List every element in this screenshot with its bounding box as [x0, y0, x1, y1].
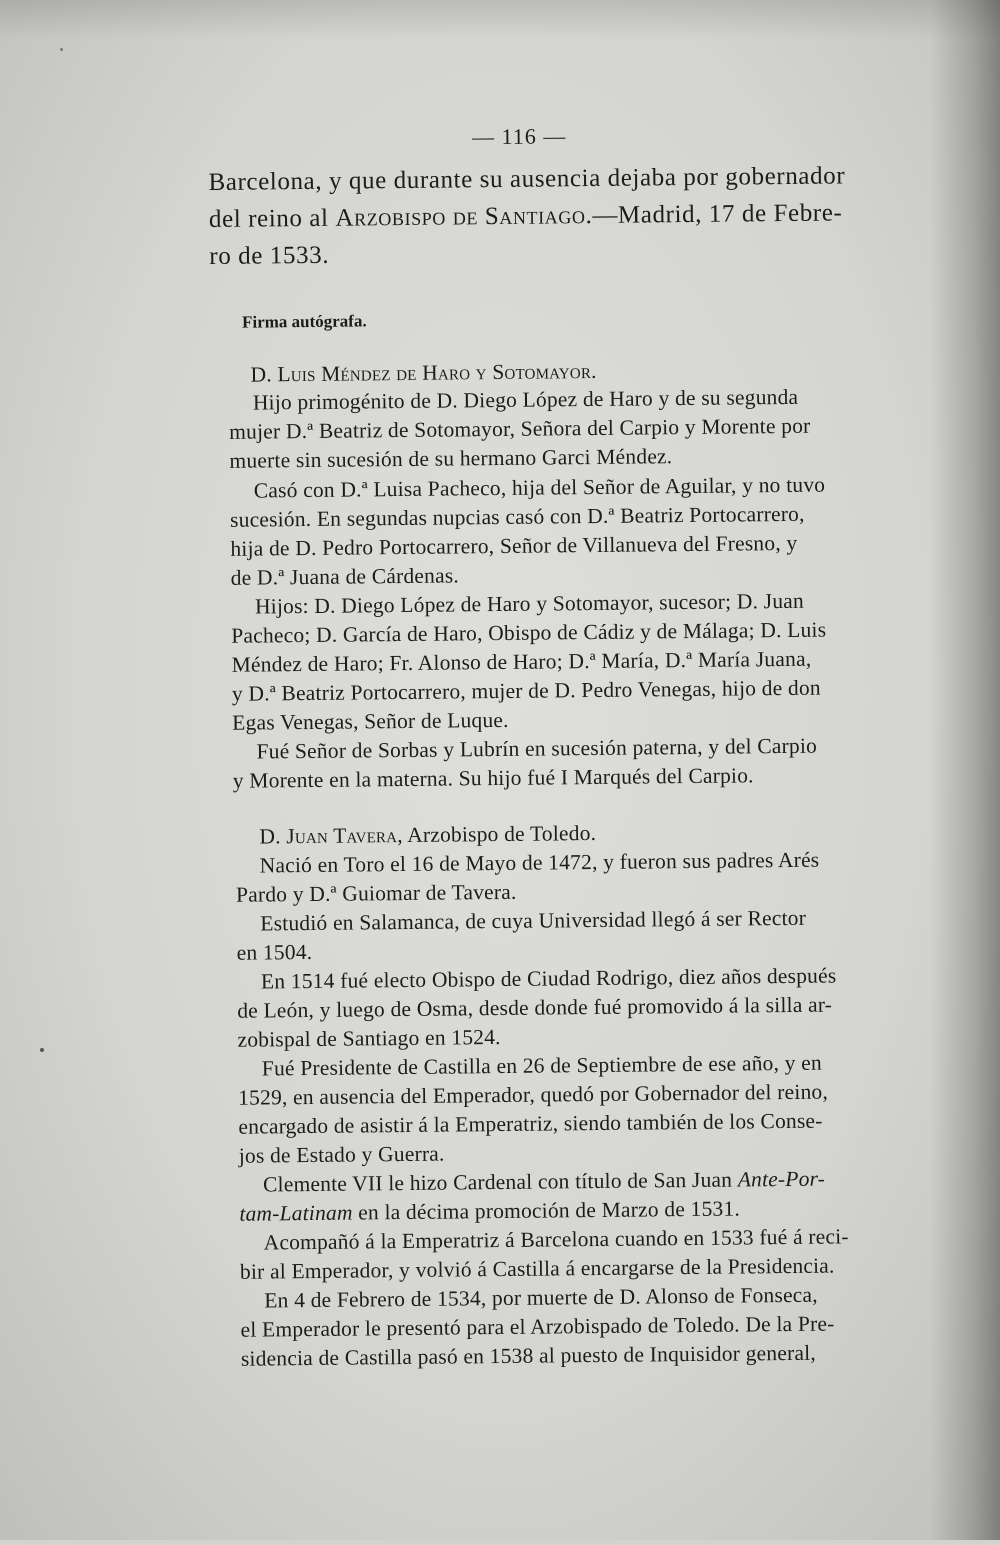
luis-line: Pacheco; D. García de Haro, Obispo de Cádiz y de Málaga; D. Luis	[231, 617, 827, 648]
intro-text: —Madrid, 17 de Febre-	[592, 199, 843, 230]
juan-line	[263, 1167, 825, 1198]
juan-line: Estudió en Salamanca, de cuya Universidad llegó á ser Rector	[260, 905, 807, 936]
clemente-italic: Ante-Por-	[737, 1166, 826, 1192]
juan-line	[239, 1197, 740, 1227]
heading-name: Luis Méndez de Haro y Sotomayor.	[277, 358, 597, 387]
luis-line: Egas Venegas, Señor de Luque.	[232, 707, 509, 735]
luis-line: mujer D.ª Beatriz de Sotomayor, Señora del Carpio y Morente por	[229, 413, 811, 444]
intro-text: del reino al	[208, 204, 336, 234]
clemente-text: Clemente VII le hizo Cardenal con título de San Juan	[262, 1167, 738, 1197]
intro-line	[209, 199, 843, 234]
luis-line: sucesión. En segundas nupcias casó con D.ª Beatriz Portocarrero,	[229, 501, 805, 532]
juan-line: 1529, en ausencia del Emperador, quedó por Gobernador del reino,	[238, 1079, 829, 1110]
juan-line: en 1504.	[236, 939, 313, 965]
heading-prefix: D.	[250, 362, 278, 387]
luis-line: y D.ª Beatriz Portocarrero, mujer de D. Pedro Venegas, hijo de don	[231, 675, 821, 706]
page-number: — 116 —	[471, 123, 567, 150]
juan-line: bir al Emperador, y volvió á Castilla á encargarse de la Presidencia.	[239, 1253, 835, 1284]
luis-line: Hijo primogénito de D. Diego López de Haro y de su segunda	[252, 384, 799, 415]
luis-line: Hijos: D. Diego López de Haro y Sotomayor, sucesor; D. Juan	[254, 588, 805, 619]
luis-line: Méndez de Haro; Fr. Alonso de Haro; D.ª María, D.ª María Juana,	[231, 646, 812, 677]
heading-name: Juan Tavera	[286, 823, 398, 849]
luis-line: hija de D. Pedro Portocarrero, Señor de Villanueva del Fresno, y	[230, 530, 798, 561]
juan-line: Nació en Toro el 16 de Mayo de 1472, y fueron sus padres Arés	[259, 847, 820, 878]
tam-text: en la décima promoción de Marzo de 1531.	[352, 1196, 741, 1225]
juan-line: Pardo y D.ª Guiomar de Tavera.	[235, 879, 517, 907]
juan-heading	[259, 821, 596, 850]
juan-line: encargado de asistir á la Emperatriz, siendo también de los Conse-	[238, 1108, 823, 1139]
juan-line: el Emperador le presentó para el Arzobispado de Toledo. De la Pre-	[240, 1311, 835, 1342]
juan-line: En 4 de Febrero de 1534, por muerte de D. Alonso de Fonseca,	[264, 1282, 818, 1313]
tam-italic: tam-Latinam	[239, 1200, 353, 1226]
heading-prefix: D.	[259, 824, 287, 849]
juan-line: En 1514 fué electo Obispo de Ciudad Rodrigo, diez años después	[260, 963, 837, 994]
luis-line: de D.ª Juana de Cárdenas.	[230, 563, 460, 590]
luis-line: y Morente en la materna. Su hijo fué I Marqués del Carpio.	[232, 763, 754, 793]
luis-heading	[250, 359, 596, 388]
juan-line: jos de Estado y Guerra.	[238, 1141, 445, 1168]
juan-line: Fué Presidente de Castilla en 26 de Septiembre de ese año, y en	[261, 1050, 823, 1081]
intro-line: Barcelona, y que durante su ausencia dejaba por gobernador	[208, 162, 846, 197]
juan-line: de León, y luego de Osma, desde donde fué promovido á la silla ar-	[237, 992, 833, 1023]
juan-line: Acompañó á la Emperatriz á Barcelona cuando en 1533 fué á reci-	[263, 1224, 849, 1255]
juan-line: sidencia de Castilla pasó en 1538 al puesto de Inquisidor general,	[240, 1340, 817, 1371]
luis-line: Fué Señor de Sorbas y Lubrín en sucesión paterna, y del Carpio	[256, 733, 818, 764]
luis-line: muerte sin sucesión de su hermano Garci Méndez.	[229, 444, 673, 473]
signature-note: Firma autógrafa.	[241, 311, 367, 332]
juan-line: zobispal de Santiago en 1524.	[237, 1025, 501, 1052]
intro-smallcaps: Arzobispo de Santiago.	[335, 202, 593, 232]
luis-line: Casó con D.ª Luisa Pacheco, hija del Señor de Aguilar, y no tuvo	[253, 472, 826, 503]
intro-line: ro de 1533.	[209, 241, 330, 271]
heading-suffix: , Arzobispo de Toledo.	[397, 821, 597, 848]
